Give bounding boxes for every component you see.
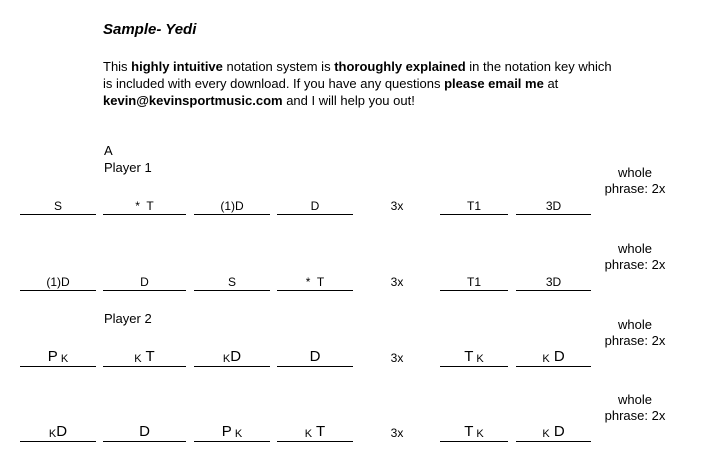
beat-cell: D — [277, 185, 353, 215]
notation-row — [0, 241, 709, 301]
beat-cell — [194, 412, 270, 442]
email-address: kevin@kevinsportmusic.com — [103, 93, 283, 108]
beat-cell: * T — [277, 261, 353, 291]
beat-cell: S — [20, 185, 96, 215]
beat-accent: T — [464, 423, 474, 440]
beat-cell — [516, 337, 591, 367]
beat-ghost: K — [304, 428, 313, 440]
beat-cell — [440, 337, 508, 367]
whole-phrase-note — [600, 241, 670, 273]
beat-cell: (1)D — [20, 261, 96, 291]
beat-ghost: K — [542, 428, 550, 440]
phrase-repeat: phrase: 2x — [604, 257, 666, 272]
beat-accent: D — [309, 348, 321, 365]
beat-ghost: K — [231, 428, 243, 440]
beat-cell: (1)D — [194, 185, 270, 215]
whole-label: whole — [618, 241, 652, 256]
beat-ghost: K — [222, 353, 231, 365]
beat-accent: D — [230, 348, 242, 365]
repeat-count: 3x — [390, 199, 404, 213]
beat-cell: * T — [103, 185, 186, 215]
beat-cell: 3D — [516, 185, 591, 215]
intro-text: notation system is — [222, 59, 335, 74]
beat-accent: D — [56, 423, 68, 440]
beat-ghost: K — [473, 428, 484, 440]
section-label: A — [104, 143, 113, 158]
beat-ghost: K — [48, 428, 57, 440]
whole-label: whole — [618, 165, 652, 180]
beat-ghost: K — [57, 353, 69, 365]
phrase-repeat: phrase: 2x — [604, 408, 666, 423]
beat-cell — [440, 412, 508, 442]
intro-text: at — [543, 76, 559, 91]
whole-phrase-note — [600, 165, 670, 197]
beat-accent: D — [549, 348, 565, 365]
beat-cell — [194, 337, 270, 367]
beat-cell — [103, 412, 186, 442]
player-label-1: Player 1 — [104, 160, 152, 175]
beat-accent: T — [312, 423, 326, 440]
intro-text: in the notation key which is included with every download. If you have any questions — [103, 59, 612, 91]
repeat-count: 3x — [390, 426, 404, 440]
intro-text: and I will help you out! — [282, 93, 415, 108]
beat-cell: 3D — [516, 261, 591, 291]
whole-label: whole — [618, 317, 652, 332]
beat-ghost: K — [473, 353, 484, 365]
beat-cell: T1 — [440, 185, 508, 215]
beat-accent: T — [141, 348, 155, 365]
beat-accent: P — [221, 423, 232, 440]
repeat-count: 3x — [390, 351, 404, 365]
player-label-2: Player 2 — [104, 311, 152, 326]
beat-cell: S — [194, 261, 270, 291]
beat-cell — [516, 412, 591, 442]
intro-bold: thoroughly explained — [334, 59, 466, 74]
beat-accent: T — [464, 348, 474, 365]
whole-phrase-note — [600, 317, 670, 349]
intro-text: This — [103, 59, 132, 74]
intro-bold: please email me — [444, 76, 544, 91]
intro-paragraph — [103, 58, 623, 109]
beat-accent: D — [549, 423, 565, 440]
repeat-count: 3x — [390, 275, 404, 289]
whole-phrase-note — [600, 392, 670, 424]
beat-ghost: K — [134, 353, 142, 365]
phrase-repeat: phrase: 2x — [604, 333, 666, 348]
page-title: Sample- Yedi — [103, 21, 197, 38]
beat-cell — [103, 337, 186, 367]
intro-bold: highly intuitive — [131, 59, 223, 74]
beat-cell: T1 — [440, 261, 508, 291]
notation-row — [0, 392, 709, 452]
beat-ghost: K — [542, 353, 550, 365]
beat-cell — [277, 337, 353, 367]
beat-cell — [20, 337, 96, 367]
beat-accent: P — [47, 348, 58, 365]
whole-label: whole — [618, 392, 652, 407]
beat-cell: D — [103, 261, 186, 291]
beat-cell — [20, 412, 96, 442]
beat-accent: D — [139, 423, 150, 440]
beat-cell — [277, 412, 353, 442]
phrase-repeat: phrase: 2x — [604, 181, 666, 196]
